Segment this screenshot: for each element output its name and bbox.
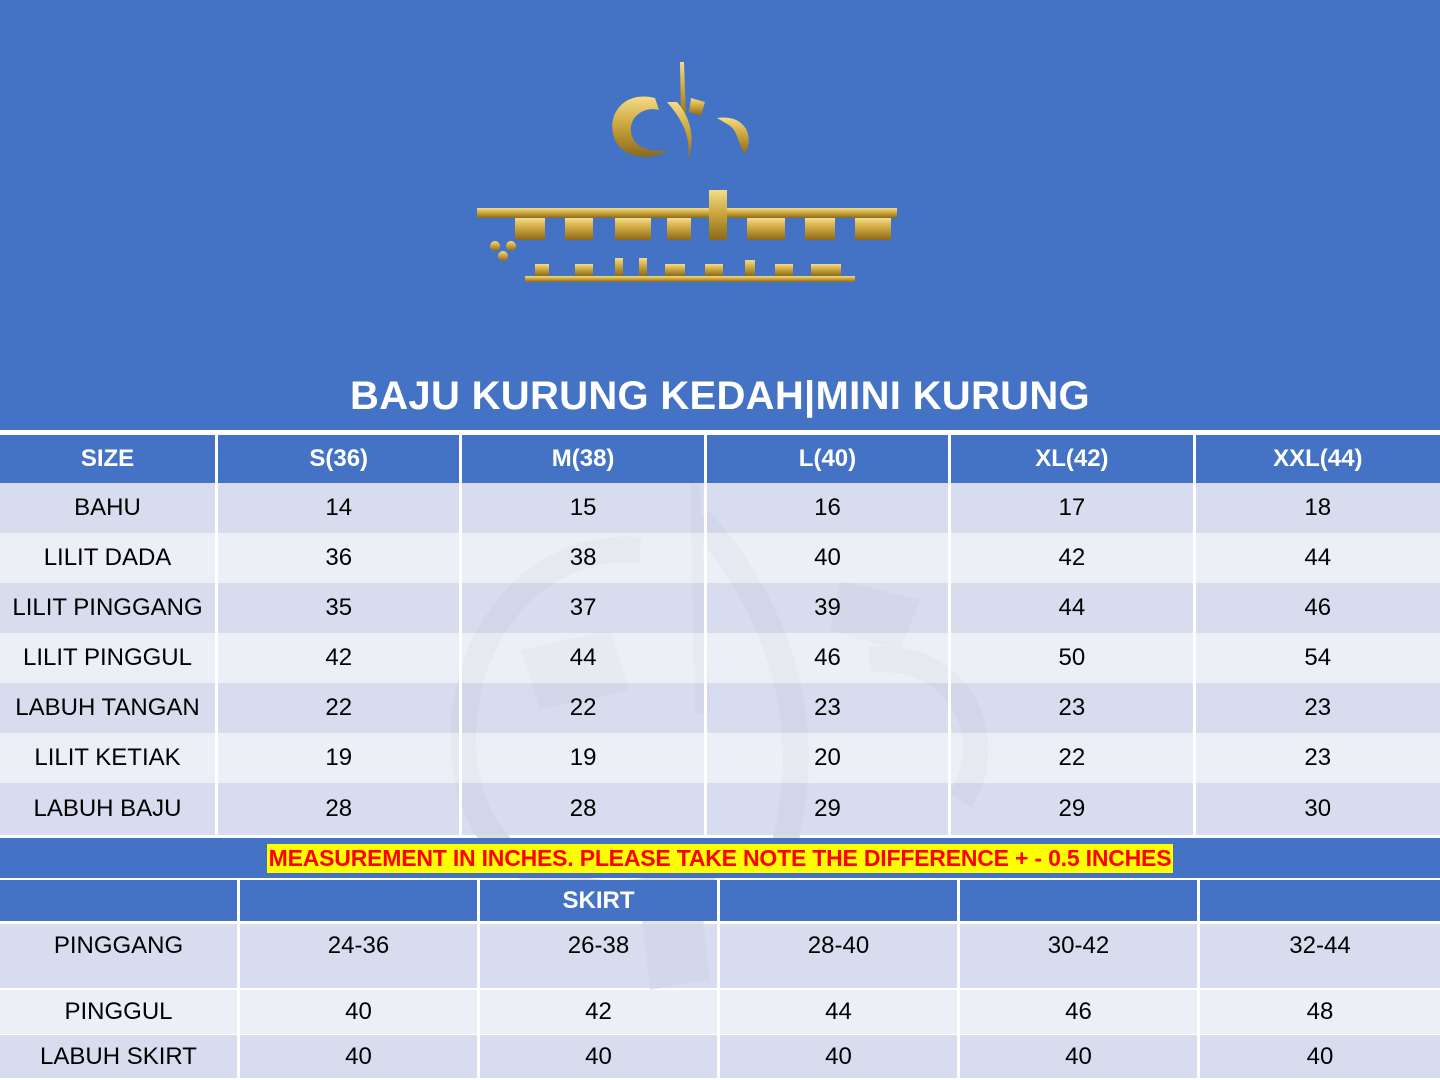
table-cell: 28-40: [720, 924, 960, 988]
table-row-pinggang: [0, 924, 1440, 988]
table-cell: 42: [218, 633, 462, 683]
table-cell: 48: [1200, 990, 1440, 1034]
table-cell: 38: [462, 533, 706, 583]
skirt-header-cell: [720, 880, 960, 921]
row-label: LILIT KETIAK: [0, 733, 218, 783]
table-cell: 24-36: [240, 924, 480, 988]
table-cell: 23: [707, 683, 951, 733]
table-row-lilit-pinggul: [0, 633, 1440, 683]
note-band: [0, 838, 1440, 878]
table-row-pinggul: [0, 990, 1440, 1034]
table-cell: 42: [480, 990, 720, 1034]
table-cell: 42: [951, 533, 1195, 583]
table-cell: 22: [951, 733, 1195, 783]
skirt-header-title: SKIRT: [480, 880, 720, 921]
table-cell: 46: [1196, 583, 1440, 633]
header-banner: [0, 0, 1440, 430]
manjan-logo: [455, 58, 905, 308]
table-cell: 32-44: [1200, 924, 1440, 988]
header-xxl: XXL(44): [1196, 435, 1440, 483]
size-chart-sheet: [0, 430, 1440, 1080]
table-cell: 40: [720, 1035, 960, 1078]
header-xl: XL(42): [951, 435, 1195, 483]
measurement-note: MEASUREMENT IN INCHES. PLEASE TAKE NOTE THE DIFFERENCE + - 0.5 INCHES: [268, 844, 1172, 871]
row-label: LILIT PINGGUL: [0, 633, 218, 683]
table-cell: 35: [218, 583, 462, 633]
table-cell: 20: [707, 733, 951, 783]
table-cell: 39: [707, 583, 951, 633]
table-cell: 19: [462, 733, 706, 783]
table-cell: 28: [462, 783, 706, 835]
table-cell: 15: [462, 483, 706, 533]
row-label: LILIT PINGGANG: [0, 583, 218, 633]
table-cell: 26-38: [480, 924, 720, 988]
table-row-labuh-baju: [0, 783, 1440, 835]
table-cell: 40: [240, 1035, 480, 1078]
row-label: LILIT DADA: [0, 533, 218, 583]
row-label: BAHU: [0, 483, 218, 533]
table-cell: 16: [707, 483, 951, 533]
table-cell: 30: [1196, 783, 1440, 835]
header-s: S(36): [218, 435, 462, 483]
skirt-header-cell: [0, 880, 240, 921]
skirt-header-cell: [1200, 880, 1440, 921]
emblem-icon: [612, 62, 749, 162]
table-cell: 44: [951, 583, 1195, 633]
wordmark: [477, 190, 897, 282]
table-cell: 14: [218, 483, 462, 533]
table-cell: 22: [218, 683, 462, 733]
table-cell: 54: [1196, 633, 1440, 683]
table-cell: 37: [462, 583, 706, 633]
header-l: L(40): [707, 435, 951, 483]
table-cell: 19: [218, 733, 462, 783]
table-cell: 23: [951, 683, 1195, 733]
row-label: LABUH SKIRT: [0, 1035, 240, 1078]
table-cell: 22: [462, 683, 706, 733]
table-cell: 50: [951, 633, 1195, 683]
row-label: PINGGANG: [0, 924, 240, 988]
table-cell: 30-42: [960, 924, 1200, 988]
table-row-lilit-ketiak: [0, 733, 1440, 783]
table-row-lilit-pinggang: [0, 583, 1440, 633]
table-cell: 23: [1196, 683, 1440, 733]
row-label: PINGGUL: [0, 990, 240, 1034]
table-row-labuh-tangan: [0, 683, 1440, 733]
table-cell: 18: [1196, 483, 1440, 533]
table-cell: 46: [707, 633, 951, 683]
table-cell: 40: [707, 533, 951, 583]
size-table-header: [0, 435, 1440, 483]
table-cell: 44: [1196, 533, 1440, 583]
page-title: BAJU KURUNG KEDAH|MINI KURUNG: [350, 374, 1090, 418]
table-cell: 40: [1200, 1035, 1440, 1078]
skirt-table-header: [0, 880, 1440, 921]
table-cell: 29: [707, 783, 951, 835]
header-m: M(38): [462, 435, 706, 483]
table-row-lilit-dada: [0, 533, 1440, 583]
table-cell: 44: [462, 633, 706, 683]
row-label: LABUH TANGAN: [0, 683, 218, 733]
table-row-bahu: [0, 483, 1440, 533]
table-cell: 29: [951, 783, 1195, 835]
row-label: LABUH BAJU: [0, 783, 218, 835]
header-size: SIZE: [0, 435, 218, 483]
table-cell: 23: [1196, 733, 1440, 783]
table-row-labuh-skirt: [0, 1035, 1440, 1078]
table-cell: 17: [951, 483, 1195, 533]
table-cell: 28: [218, 783, 462, 835]
table-cell: 40: [960, 1035, 1200, 1078]
table-cell: 46: [960, 990, 1200, 1034]
table-cell: 40: [480, 1035, 720, 1078]
skirt-header-cell: [240, 880, 480, 921]
skirt-header-cell: [960, 880, 1200, 921]
table-cell: 40: [240, 990, 480, 1034]
table-cell: 36: [218, 533, 462, 583]
table-cell: 44: [720, 990, 960, 1034]
